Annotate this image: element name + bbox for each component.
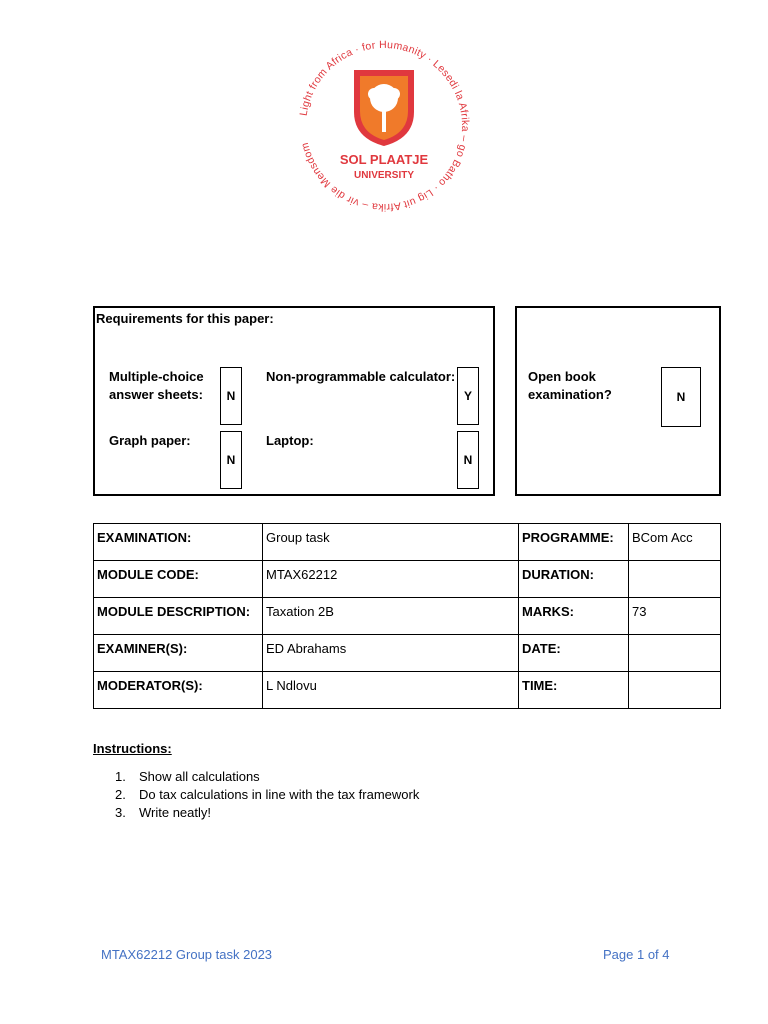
calculator-label: Non-programmable calculator: xyxy=(266,369,456,384)
list-item-text: Show all calculations xyxy=(139,769,260,784)
date-value xyxy=(632,635,720,641)
calculator-answer-box: Y xyxy=(457,367,479,425)
table-row xyxy=(94,561,721,598)
laptop-label: Laptop: xyxy=(266,433,314,448)
open-book-label-line2: examination? xyxy=(528,387,612,402)
table-row xyxy=(94,524,721,561)
requirements-title: Requirements for this paper: xyxy=(96,311,274,326)
examiner-key: EXAMINER(S): xyxy=(97,641,188,656)
list-item xyxy=(93,769,419,787)
module-description-key: MODULE DESCRIPTION: xyxy=(97,604,251,619)
logo-name-line2: UNIVERSITY xyxy=(353,170,415,181)
examination-value: Group task xyxy=(266,530,330,545)
graph-paper-answer-box: N xyxy=(220,431,242,489)
graph-paper-label: Graph paper: xyxy=(109,433,191,448)
instructions-title: Instructions: xyxy=(93,741,172,756)
list-item-number: 1. xyxy=(115,769,126,784)
exam-info-table xyxy=(93,523,721,709)
table-row xyxy=(94,635,721,672)
examination-key: EXAMINATION: xyxy=(97,530,192,545)
mcq-answer-box: N xyxy=(220,367,242,425)
table-row xyxy=(94,598,721,635)
logo-name-line1: SOL PLAATJE xyxy=(339,152,429,167)
mcq-label-line2: answer sheets: xyxy=(109,387,203,402)
time-value xyxy=(632,672,720,678)
instructions-list xyxy=(93,769,419,823)
laptop-answer-box: N xyxy=(457,431,479,489)
open-book-box xyxy=(515,306,721,496)
module-code-value: MTAX62212 xyxy=(266,567,338,582)
marks-value: 73 xyxy=(632,604,647,619)
open-book-label-line1: Open book xyxy=(528,369,596,384)
open-book-answer-box: N xyxy=(661,367,701,427)
footer-page-number: Page 1 of 4 xyxy=(603,947,670,962)
list-item-text: Write neatly! xyxy=(139,805,212,820)
moderator-value: L Ndlovu xyxy=(266,678,317,693)
moderator-key: MODERATOR(S): xyxy=(97,678,203,693)
list-item-number: 3. xyxy=(115,805,126,820)
list-item-text: Do tax calculations in line with the tax framework xyxy=(139,787,420,802)
list-item-number: 2. xyxy=(115,787,126,802)
university-logo xyxy=(288,36,480,216)
module-description-value: Taxation 2B xyxy=(266,604,334,619)
module-code-key: MODULE CODE: xyxy=(97,567,199,582)
programme-key: PROGRAMME: xyxy=(522,530,614,545)
list-item xyxy=(93,787,419,805)
mcq-label-line1: Multiple-choice xyxy=(109,369,204,384)
logo-ring-text: Light from Africa · for Humanity · Lesedi la Afrika – go Batho · Lig uit Afrika – vir die Mensdom xyxy=(297,38,472,214)
date-key: DATE: xyxy=(522,641,561,656)
duration-key: DURATION: xyxy=(522,567,594,582)
footer-document-title: MTAX62212 Group task 2023 xyxy=(101,947,273,962)
table-row xyxy=(94,672,721,709)
marks-key: MARKS: xyxy=(522,604,574,619)
examiner-value: ED Abrahams xyxy=(266,641,347,656)
list-item xyxy=(93,805,419,823)
requirements-box xyxy=(93,306,495,496)
programme-value: BCom Acc xyxy=(632,530,693,545)
duration-value xyxy=(632,561,720,567)
time-key: TIME: xyxy=(522,678,558,693)
